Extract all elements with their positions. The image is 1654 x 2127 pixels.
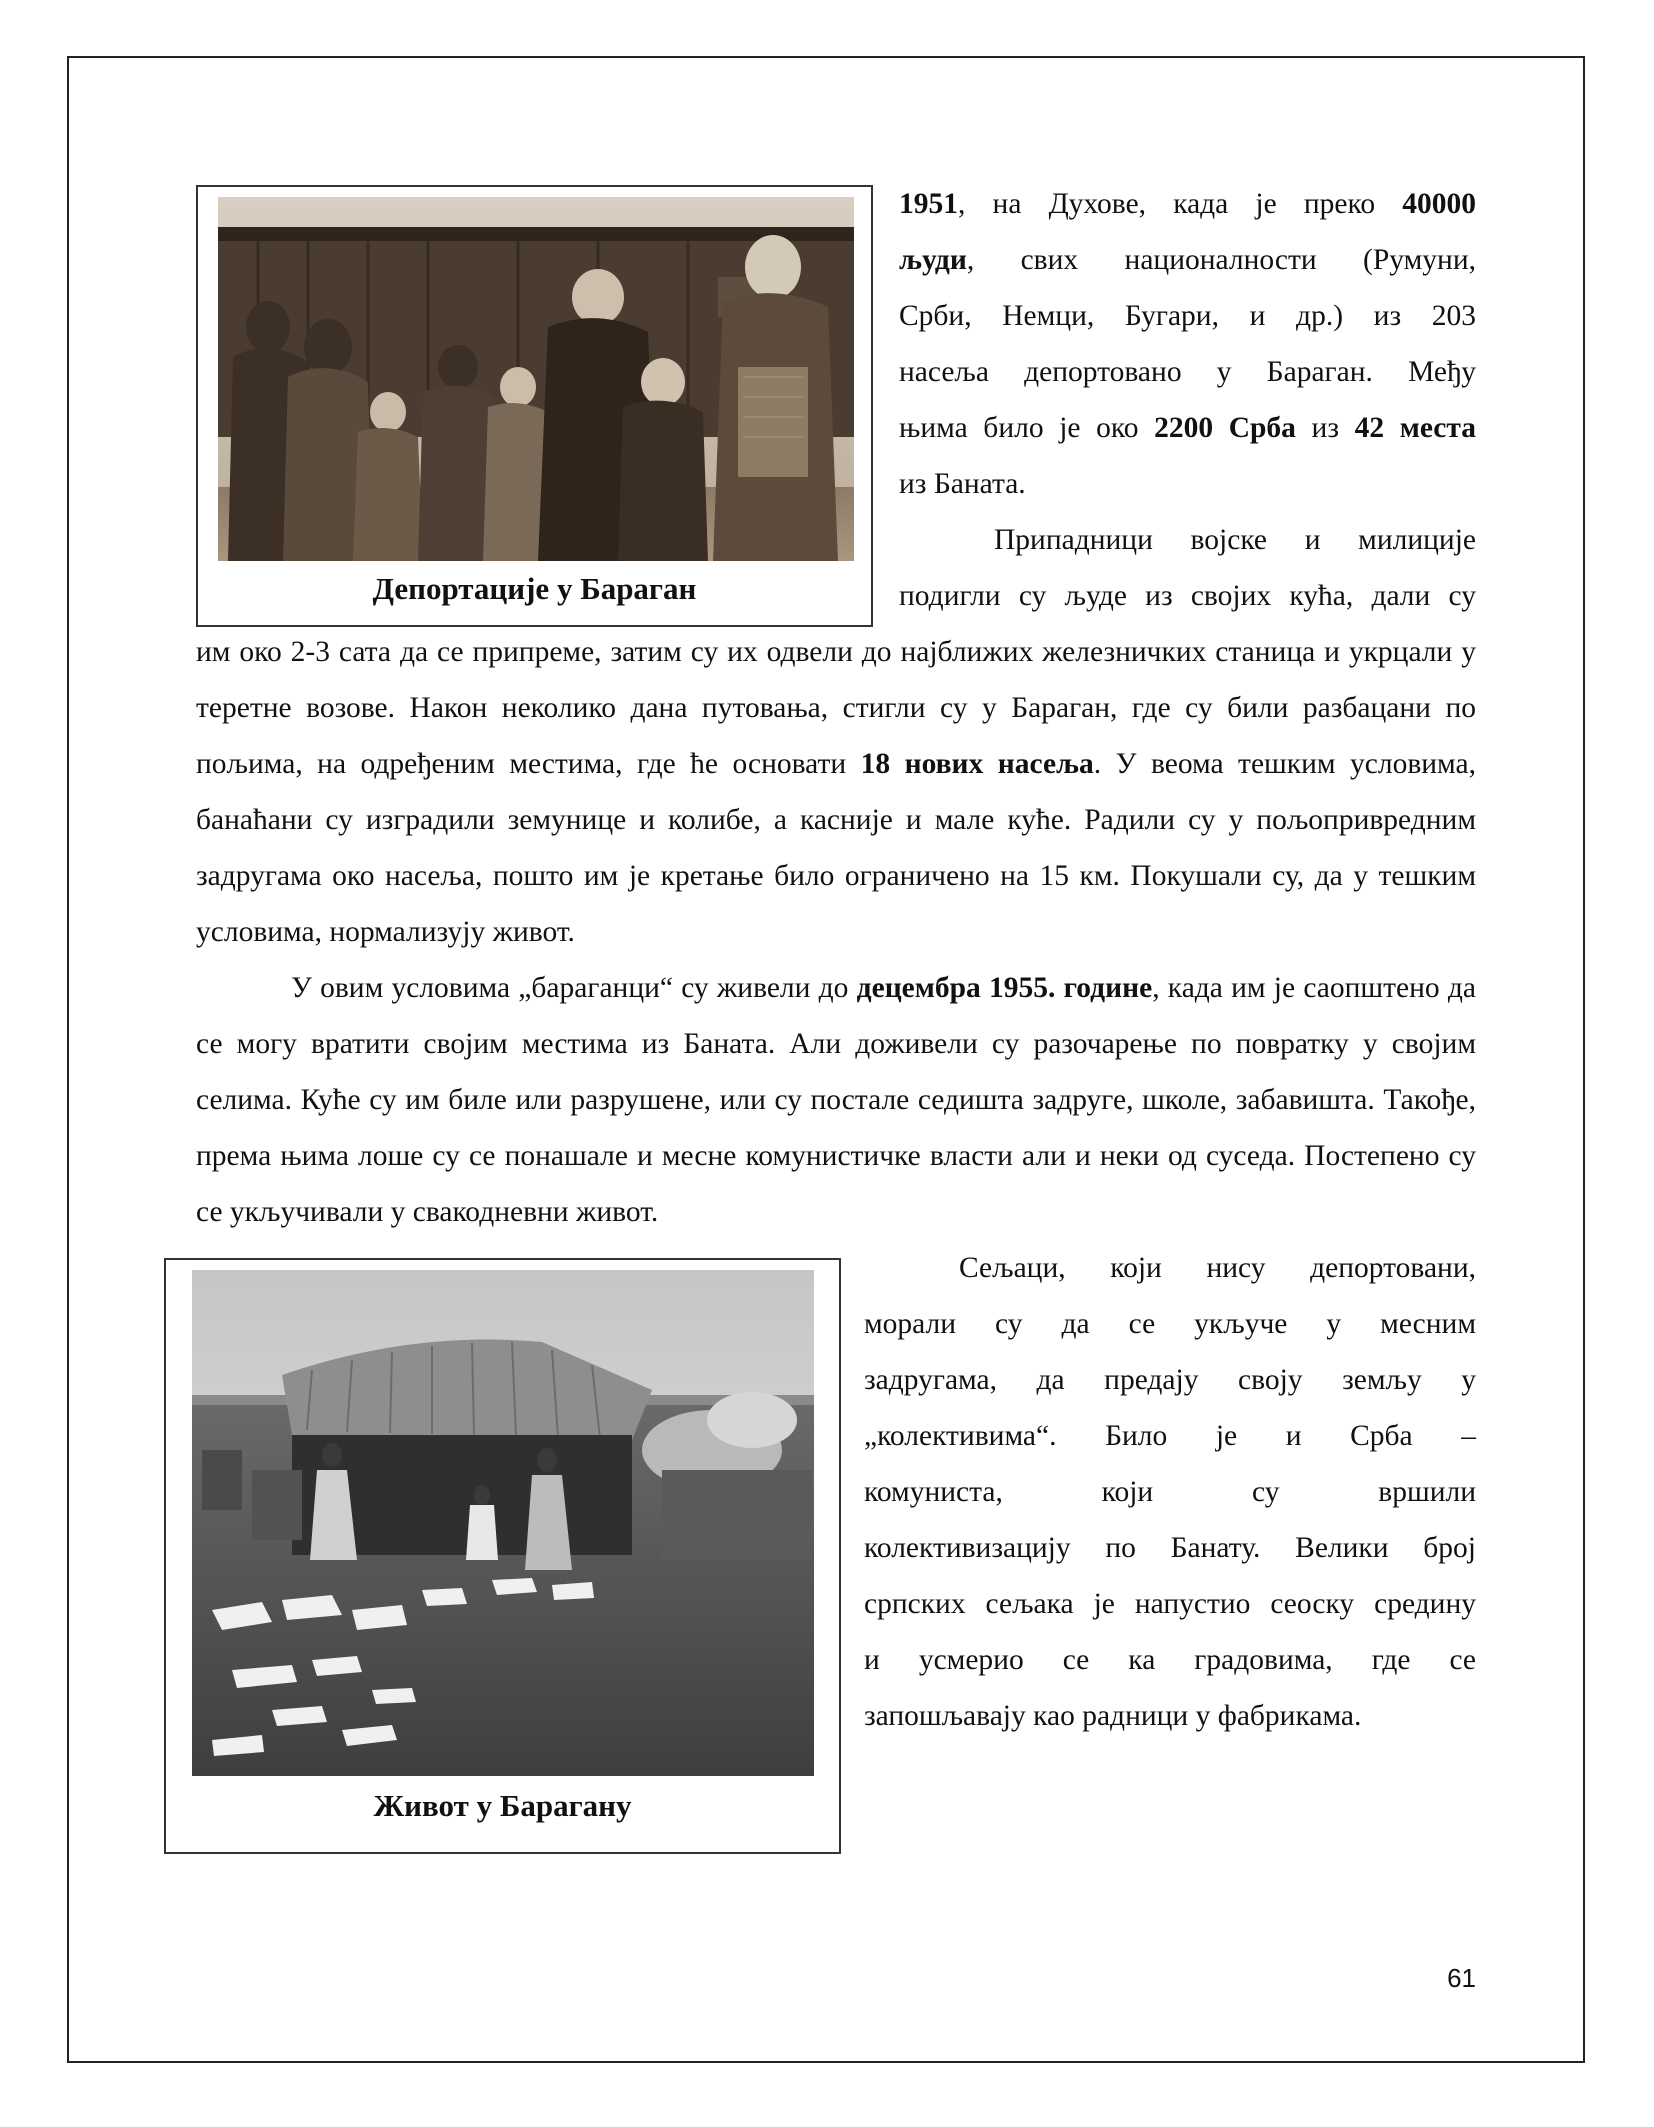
deportation-train-photo bbox=[218, 197, 854, 561]
figure-deportation bbox=[196, 185, 873, 627]
figure-caption: Живот у Барагану bbox=[373, 1788, 632, 1823]
figure-baragan-life bbox=[164, 1258, 841, 1854]
paragraph-1: 1951, на Духове, када је преко 40000 људи, свих националности (Румуни, Срби, Немци, Бугари, и др.) из 203 насеља депортовано у Бараган. Међу њима било је око 2200 Срба из 42 места bbox=[899, 188, 1476, 444]
figure-caption: Депортације у Бараган bbox=[372, 571, 697, 606]
baragan-hut-photo bbox=[192, 1270, 814, 1776]
paragraph-3: У овим условима „бараганци“ су живели до децембра 1955. године, када им је саопштено да се могу вратити својим местима из Баната. Али доживели су разочарење по повратку у својим селима. Куће су им биле или разрушене, или су постале седишта задруге, школе, забавишта. Такође, према њима лоше су се понашале и месне комунистичке власти али и неки од суседа. Постепено су се укључивали у свакодневни живот. bbox=[196, 972, 1476, 1228]
paragraph-1-last-line: из Баната. bbox=[899, 468, 1026, 500]
paragraph-4-last-line: запошљавају као радници у фабрикама. bbox=[864, 1700, 1362, 1732]
paragraph-4: Сељаци, који нису депортовани, морали су да се укључе у месним задругама, да предају своју земљу у „колективима“. Било је и Срба – комуниста, који су вршили колективизацију по Банату. Велики број српских сељака је напустио сеоску средину и усмерио се ка градовима, где се bbox=[864, 1252, 1476, 1676]
paragraph-2-intro: Припадници војске и милиције подигли су људе из својих кућа, дали су bbox=[899, 524, 1476, 612]
bold-year: 1951 bbox=[899, 188, 958, 220]
paragraph-2-body: им око 2-3 сата да се припреме, затим су их одвели до најближих железничких станица и укрцали у теретне возове. Након неколико дана путовања, стигли су у Бараган, где су били разбацани по пољима, на одређеним местима, где ће основати 18 нових насеља. У веома тешким условима, банаћани су изградили земунице и колибе, а касније и мале куће. Радили су у пољопривредним задругама око насеља, пошто им је кретање било ограничено на 15 км. Покушали су, да у тешким условима, нормализују живот. bbox=[196, 636, 1476, 948]
page-number: 61 bbox=[1447, 1963, 1476, 1993]
